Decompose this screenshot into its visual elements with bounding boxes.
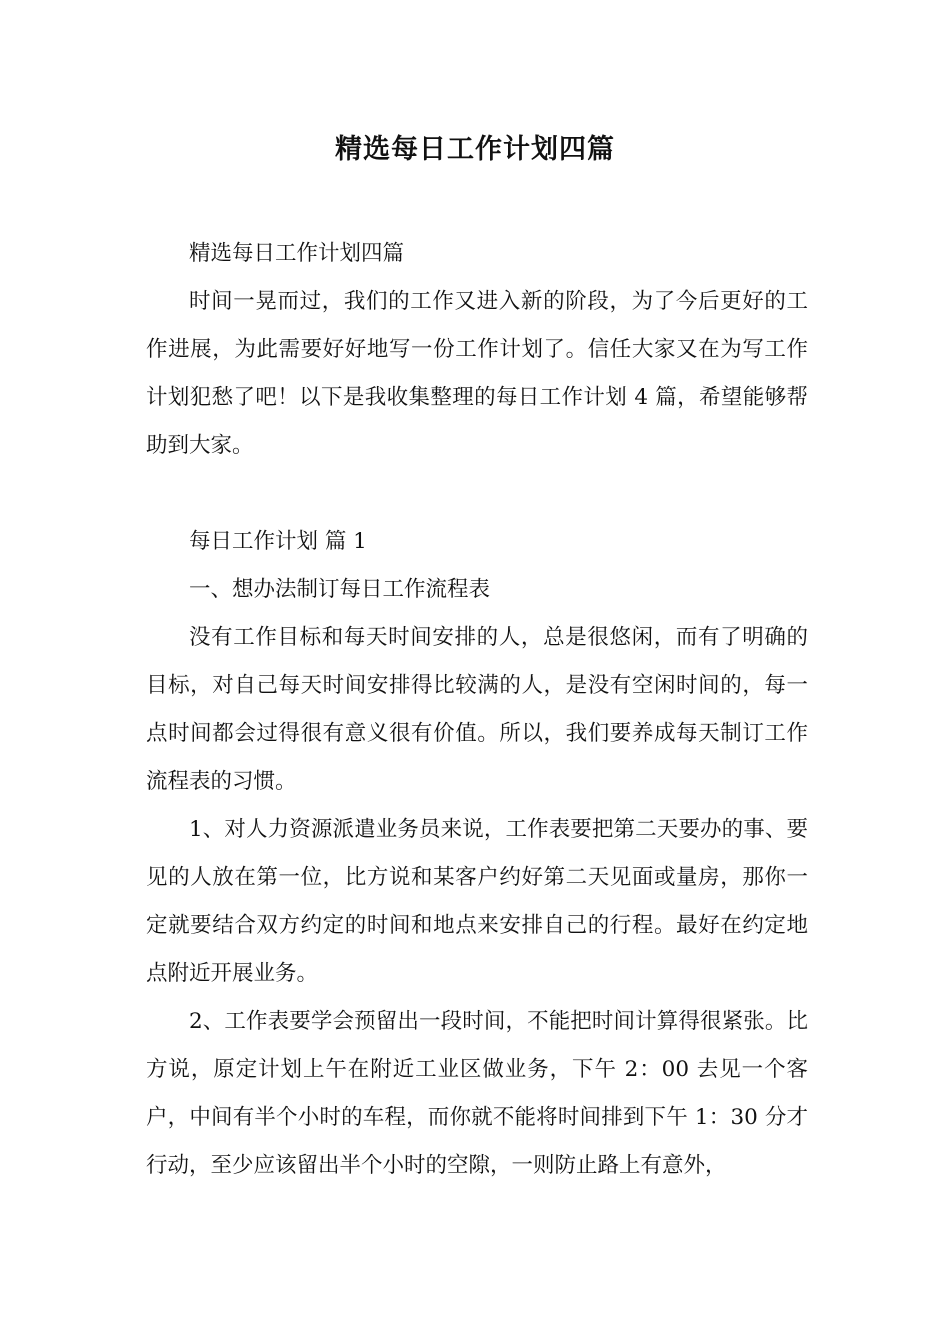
- document-title: 精选每日工作计划四篇: [335, 134, 615, 165]
- subtitle-paragraph: 精选每日工作计划四篇: [189, 241, 405, 266]
- list-item-2: 2、工作表要学会预留出一段时间，不能把时间计算得很紧张。比方说，原定计划上午在附近工业区做业务，下午 2：00 去见一个客户，中间有半个小时的车程，而你就不能将时间排到下午 1：30 分才行动，至少应该留出半个小时的空隙，一则防止路上有意外，: [146, 1009, 808, 1178]
- document-body: [146, 230, 808, 1190]
- intro-paragraph: 时间一晃而过，我们的工作又进入新的阶段，为了今后更好的工作进展，为此需要好好地写一份工作计划了。信任大家又在为写工作计划犯愁了吧！以下是我收集整理的每日工作计划 4 篇，希望能够帮助到大家。: [146, 289, 808, 458]
- body-paragraph: 没有工作目标和每天时间安排的人，总是很悠闲，而有了明确的目标，对自己每天时间安排得比较满的人，是没有空闲时间的，每一点时间都会过得很有意义很有价值。所以，我们要养成每天制订工作流程表的习惯。: [146, 625, 808, 794]
- section-heading: 每日工作计划 篇 1: [189, 529, 367, 554]
- section-spacer: [146, 470, 808, 518]
- subsection-heading: 一、想办法制订每日工作流程表: [189, 577, 491, 602]
- list-item-1: 1、对人力资源派遣业务员来说，工作表要把第二天要办的事、要见的人放在第一位，比方说和某客户约好第二天见面或量房，那你一定就要结合双方约定的时间和地点来安排自己的行程。最好在约定地点附近开展业务。: [146, 817, 808, 986]
